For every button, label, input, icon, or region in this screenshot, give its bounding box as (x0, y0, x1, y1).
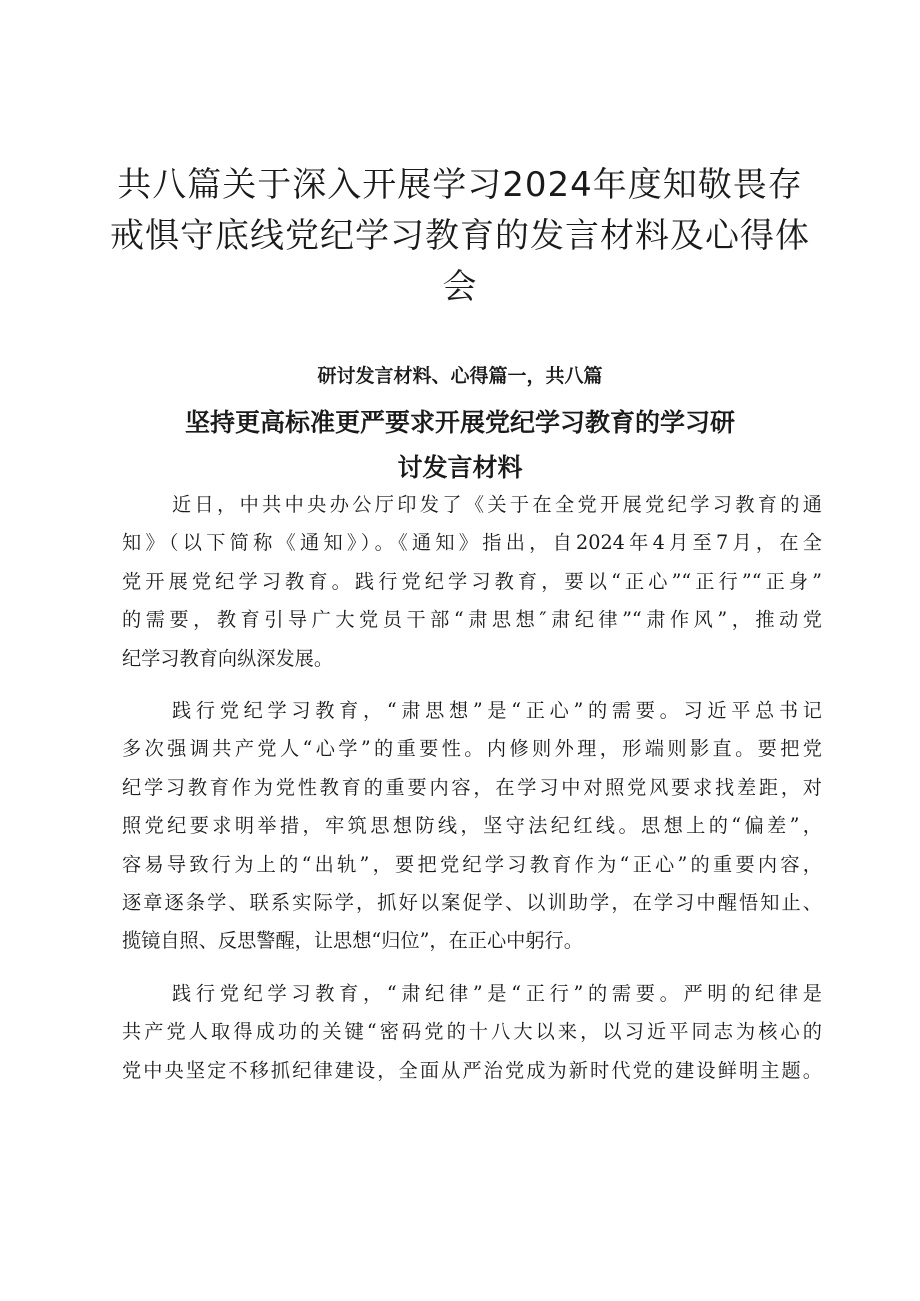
paragraph-line: 揽镜自照、反思警醒，让思想“归位”，在正心中躬行。 (122, 929, 583, 953)
paragraph-line: 纪学习教育向纵深发展。 (122, 646, 334, 670)
paragraph-line: 践行党纪学习教育，“肃思想”是“正心”的需要。习近平总书记 (172, 699, 822, 723)
document-title-line: 会 (442, 267, 478, 307)
paragraph-line: 党中央坚定不移抓纪律建设，全面从严治党成为新时代党的建设鲜明主题。 (122, 1058, 822, 1082)
paragraph-line: 纪学习教育作为党性教育的重要内容，在学习中对照党风要求找差距，对 (122, 775, 822, 799)
body-paragraph (122, 975, 822, 1090)
document-title-line: 戒惧守底线党纪学习教育的发言材料及心得体 (110, 216, 810, 256)
body-paragraph (122, 486, 822, 678)
article-title-line: 讨发言材料 (397, 453, 523, 482)
article-body (122, 486, 822, 1104)
paragraph-line: 共产党人取得成功的关键“密码党的十八大以来，以习近平同志为核心的 (122, 1020, 822, 1044)
paragraph-line: 近日，中共中央办公厅印发了《关于在全党开展党纪学习教育的通 (172, 493, 822, 516)
paragraph-line: 多次强调共产党人“心学”的重要性。内修则外理，形端则影直。要把党 (122, 737, 822, 761)
body-paragraph (122, 692, 822, 961)
document-title-line: 共八篇关于深入开展学习2024年度知敬畏存 (117, 165, 803, 205)
paragraph-line: 践行党纪学习教育，“肃纪律”是“正行”的需要。严明的纪律是 (172, 981, 822, 1005)
document-title (110, 160, 810, 313)
paragraph-line: 的需要，教育引导广大党员干部“肃思想″肃纪律”“肃作风”，推动党 (122, 608, 822, 632)
article-title-line: 坚持更高标准更严要求开展党纪学习教育的学习研 (184, 408, 735, 437)
paragraph-line: 知》（以下简称《通知》）。《通知》指出，自2024年4月至7月，在全 (122, 531, 822, 555)
paragraph-line: 照党纪要求明举措，牢筑思想防线，坚守法纪红线。思想上的“偏差”， (122, 814, 822, 838)
paragraph-line: 容易导致行为上的“出轨”，要把党纪学习教育作为“正心”的重要内容， (122, 852, 822, 876)
article-title (140, 400, 780, 490)
paragraph-line: 逐章逐条学、联系实际学，抓好以案促学、以训助学，在学习中醒悟知止、 (122, 891, 822, 915)
paragraph-line: 党开展党纪学习教育。践行党纪学习教育，要以“正心”“正行”“正身” (122, 569, 822, 593)
section-label: 研讨发言材料、心得篇一，共八篇 (317, 365, 603, 387)
